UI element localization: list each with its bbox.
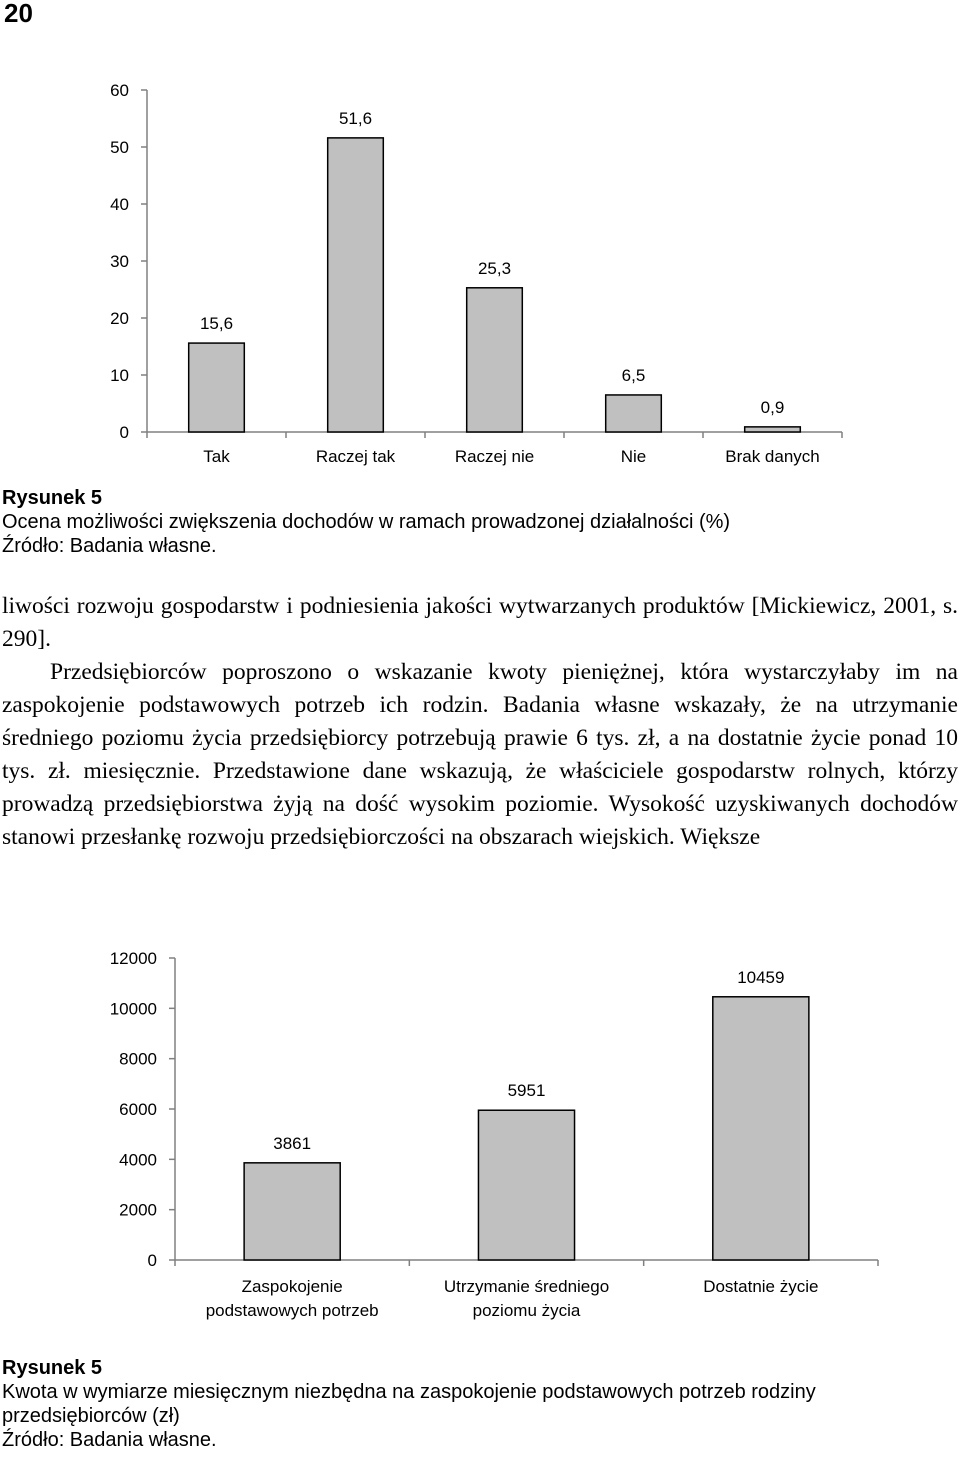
figure2-caption (2, 1356, 952, 1452)
figure2-caption-title: Kwota w wymiarze miesięcznym niezbędna na zaspokojenie podstawowych potrzeb rodziny przedsiębiorców (zł) (2, 1381, 816, 1427)
category-label: Tak (203, 447, 230, 466)
y-tick-label: 20 (110, 309, 129, 328)
y-tick-label: 50 (110, 138, 129, 157)
data-label: 10459 (737, 967, 785, 987)
y-tick-label: 12000 (109, 949, 157, 968)
figure2-source: Źródło: Badania własne. (2, 1429, 217, 1451)
data-label: 0,9 (760, 397, 785, 417)
y-tick-label: 40 (110, 195, 129, 214)
bar (606, 395, 662, 432)
y-tick-label: 0 (147, 1251, 157, 1270)
y-tick-label: 8000 (119, 1049, 157, 1069)
category-label: Raczej tak (315, 447, 396, 466)
category-label: Utrzymanie średniego (443, 1277, 610, 1296)
bar (328, 138, 384, 432)
data-label: 25,3 (477, 258, 512, 278)
figure1-caption (2, 486, 952, 558)
y-tick-label: 10000 (109, 999, 157, 1019)
category-label: Dostatnie życie (703, 1277, 819, 1296)
bar (745, 427, 801, 432)
bar (244, 1163, 340, 1260)
chart-monthly-amount (0, 940, 960, 1350)
bar (478, 1110, 574, 1260)
category-label: Raczej nie (454, 447, 535, 466)
data-label: 15,6 (199, 314, 234, 334)
category-label: podstawowych potrzeb (205, 1301, 379, 1320)
body-text (2, 590, 958, 854)
data-label: 5951 (507, 1081, 546, 1101)
y-tick-label: 6000 (119, 1100, 157, 1119)
figure2-caption-label: Rysunek 5 (2, 1357, 103, 1379)
figure1-source: Źródło: Badania własne. (2, 535, 217, 557)
y-tick-label: 0 (119, 423, 129, 442)
category-label: Zaspokojenie (241, 1277, 343, 1296)
y-tick-label: 4000 (119, 1150, 157, 1170)
bar (189, 343, 245, 432)
category-label: Brak danych (725, 447, 820, 466)
page-number: 20 (4, 0, 33, 28)
figure1-caption-label: Rysunek 5 (2, 487, 103, 509)
bar (713, 997, 809, 1260)
data-label: 3861 (273, 1133, 312, 1153)
bar (467, 288, 523, 432)
y-tick-label: 2000 (119, 1200, 157, 1220)
y-tick-label: 30 (110, 252, 129, 271)
data-label: 6,5 (621, 365, 646, 385)
y-tick-label: 10 (110, 366, 129, 385)
figure1-caption-title: Ocena możliwości zwiększenia dochodów w ramach prowadzonej działalności (%) (2, 511, 731, 533)
chart-income-increase (0, 70, 960, 480)
data-label: 51,6 (338, 108, 373, 128)
body-paragraph-2: Przedsiębiorców poproszono o wskazanie kwoty pieniężnej, która wystarczyłaby im na zaspokojenie podstawowych potrzeb ich rodzin. Badania własne wskazały, że na utrzymanie średniego poziomu życia przedsiębiorcy potrzebują prawie 6 tys. zł, a na dostatnie życie ponad 10 tys. zł. miesięcznie. Przedstawione dane wskazują, że właściciele gospodarstw rolnych, którzy prowadzą przedsiębiorstwa żyją na dość wysokim poziomie. Wysokość uzyskiwanych dochodów stanowi przesłankę rozwoju przedsiębiorczości na obszarach wiejskich. Większe (2, 659, 958, 850)
category-label: poziomu życia (472, 1301, 581, 1320)
category-label: Nie (620, 447, 647, 466)
y-tick-label: 60 (110, 81, 129, 100)
body-paragraph-1: liwości rozwoju gospodarstw i podniesienia jakości wytwarzanych produktów [Mickiewicz, 2001, s. 290]. (2, 593, 958, 652)
